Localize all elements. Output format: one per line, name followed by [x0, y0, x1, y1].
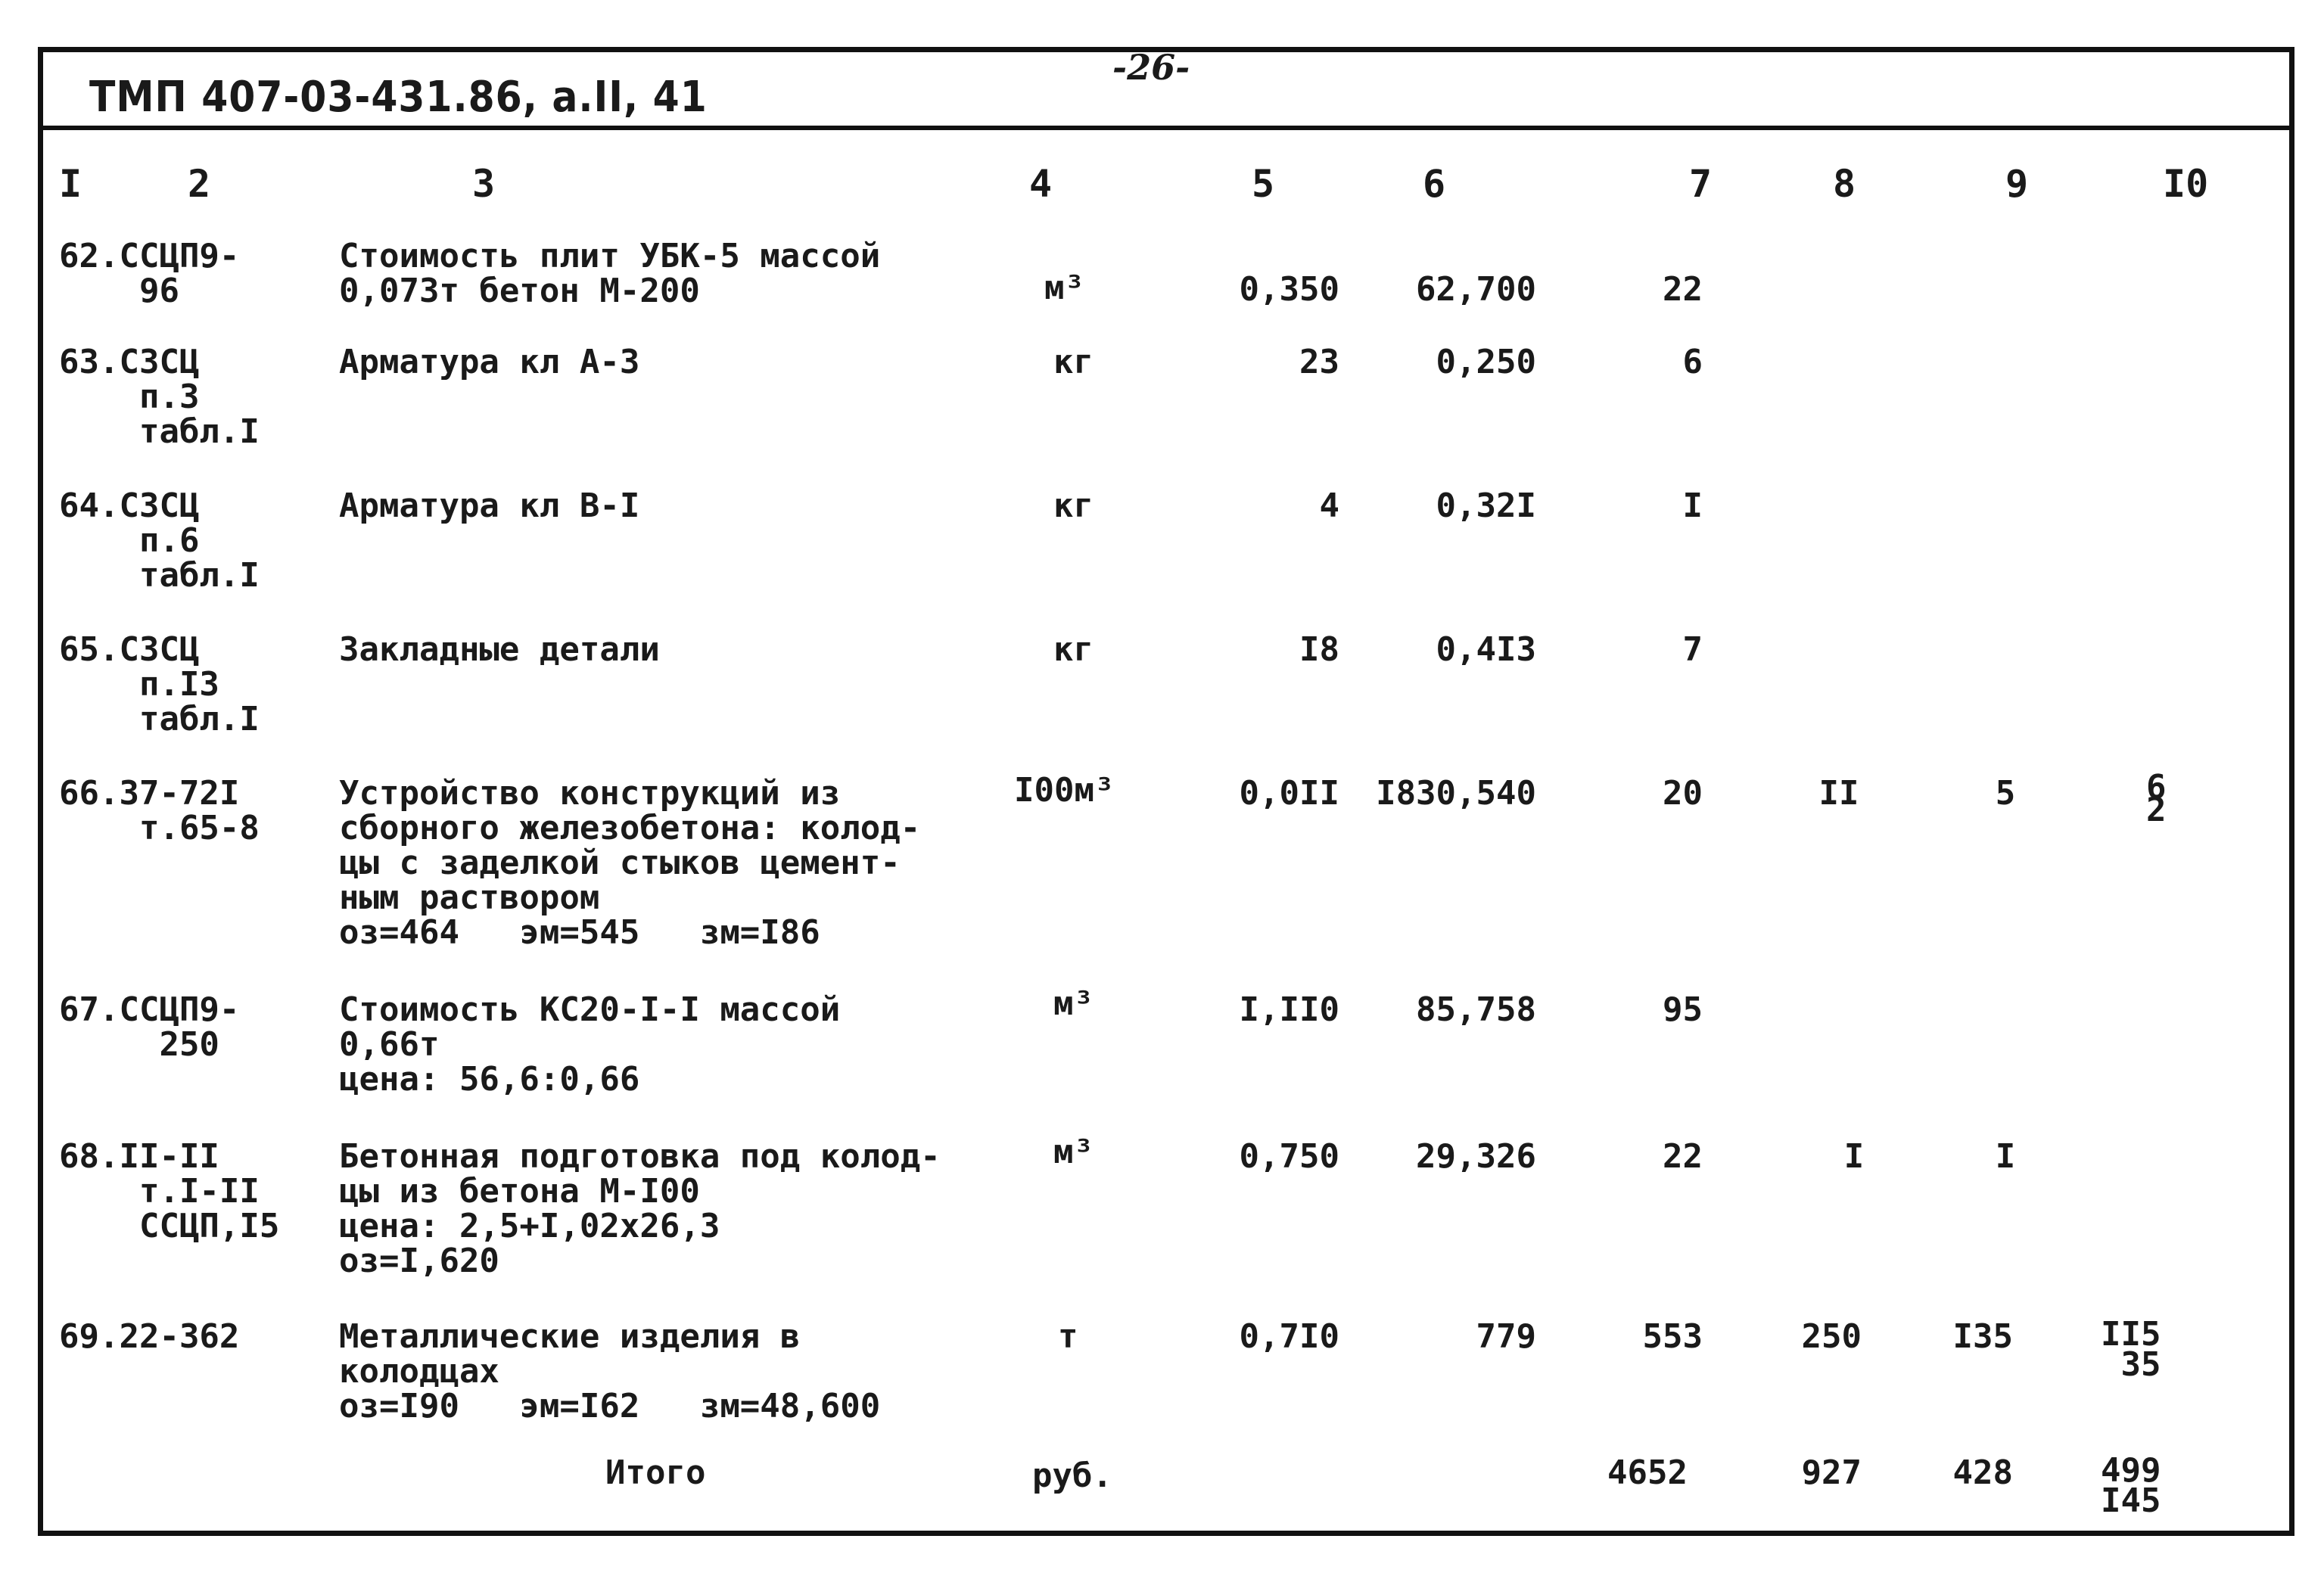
row-68-qty: 0,750	[1239, 1137, 1339, 1176]
row-63-qty: 23	[1299, 343, 1339, 381]
row-64-total: I	[1682, 487, 1703, 525]
header-divider	[38, 126, 2294, 130]
row-65-unit: кг	[1053, 630, 1094, 669]
row-69-col10: II5 35	[2101, 1315, 2161, 1384]
row-62-qty: 0,350	[1239, 270, 1339, 309]
row-66-unit: I00м³	[1014, 771, 1115, 810]
row-68-desc: Бетонная подготовка под колод- цы из бетона М-I00 цена: 2,5+I,02х26,3 оз=I,620	[339, 1137, 941, 1280]
row-63-unit: кг	[1053, 343, 1094, 381]
row-67-ref: 67.ССЦП9- 250	[59, 990, 240, 1064]
totals-label: Итого	[605, 1453, 706, 1492]
row-68-unit: м³	[1053, 1133, 1094, 1171]
row-62-total: 22	[1663, 270, 1703, 309]
row-69-col9: I35	[1952, 1317, 2013, 1356]
row-69-unit: т	[1058, 1317, 1078, 1356]
page-number: -26-	[1112, 47, 1190, 88]
row-63-total: 6	[1682, 343, 1703, 381]
row-68-col9: I	[1995, 1137, 2016, 1176]
totals-col10: 499 I45	[2101, 1451, 2161, 1520]
row-67-qty: I,II0	[1239, 990, 1339, 1029]
row-66-col10: 6 2	[2146, 768, 2167, 829]
totals-unit: руб.	[1032, 1456, 1112, 1495]
row-68-price: 29,326	[1416, 1137, 1536, 1176]
row-62-desc: Стоимость плит УБК-5 массой 0,073т бетон М-200	[339, 237, 881, 310]
row-67-total: 95	[1663, 990, 1703, 1029]
row-68-ref: 68.II-II т.I-II ССЦП,I5	[59, 1137, 280, 1245]
col-header-7: 7	[1689, 162, 1713, 206]
row-66-total: 20	[1663, 774, 1703, 813]
row-65-price: 0,4I3	[1436, 630, 1536, 669]
row-69-ref: 69.22-362	[59, 1317, 240, 1356]
row-64-qty: 4	[1319, 487, 1339, 525]
row-65-ref: 65.СЗСЦ п.I3 табл.I	[59, 630, 260, 738]
totals-col8: 927	[1801, 1453, 1862, 1492]
row-64-price: 0,32I	[1436, 487, 1536, 525]
col-header-3: 3	[472, 162, 496, 206]
row-66-col9: 5	[1995, 774, 2016, 813]
row-65-total: 7	[1682, 630, 1703, 669]
row-69-desc: Металлические изделия в колодцах оз=I90 эм=I62 зм=48,600	[339, 1317, 881, 1425]
row-63-price: 0,250	[1436, 343, 1536, 381]
row-67-price: 85,758	[1416, 990, 1536, 1029]
col-header-2: 2	[188, 162, 211, 206]
document-code: ТМП 407-03-431.86, а.II, 41	[89, 73, 708, 122]
col-header-5: 5	[1252, 162, 1275, 206]
totals-total: 4652	[1607, 1453, 1688, 1492]
row-62-price: 62,700	[1416, 270, 1536, 309]
row-68-total: 22	[1663, 1137, 1703, 1176]
col-header-4: 4	[1029, 162, 1053, 206]
row-64-unit: кг	[1053, 487, 1094, 525]
row-64-ref: 64.СЗСЦ п.6 табл.I	[59, 487, 260, 595]
totals-col9: 428	[1952, 1453, 2013, 1492]
row-63-desc: Арматура кл А-3	[339, 343, 640, 381]
row-69-col8: 250	[1801, 1317, 1862, 1356]
row-69-qty: 0,7I0	[1239, 1317, 1339, 1356]
row-67-desc: Стоимость КС20-I-I массой 0,66т цена: 56,6:0,66	[339, 990, 841, 1099]
col-header-6: 6	[1423, 162, 1446, 206]
col-header-10: I0	[2163, 162, 2209, 206]
row-66-qty: 0,0II	[1239, 774, 1339, 813]
row-63-ref: 63.СЗСЦ п.3 табл.I	[59, 343, 260, 451]
row-69-total: 553	[1642, 1317, 1703, 1356]
row-65-desc: Закладные детали	[339, 630, 660, 669]
col-header-8: 8	[1833, 162, 1856, 206]
row-66-price: I830,540	[1376, 774, 1536, 813]
row-62-ref: 62.ССЦП9- 96	[59, 237, 240, 310]
row-66-ref: 66.37-72I т.65-8	[59, 774, 260, 847]
col-header-1: I	[59, 162, 82, 206]
row-66-col8: II	[1818, 774, 1859, 813]
row-68-col8: I	[1843, 1137, 1865, 1176]
row-64-desc: Арматура кл В-I	[339, 487, 640, 525]
row-67-unit: м³	[1053, 984, 1094, 1023]
row-65-qty: I8	[1299, 630, 1339, 669]
row-62-unit: м³	[1044, 269, 1084, 307]
col-header-9: 9	[2005, 162, 2029, 206]
row-69-price: 779	[1476, 1317, 1536, 1356]
row-66-desc: Устройство конструкций из сборного железобетона: колод- цы с заделкой стыков цемент- ным раствором оз=464 эм=545 зм=I86	[339, 774, 921, 952]
